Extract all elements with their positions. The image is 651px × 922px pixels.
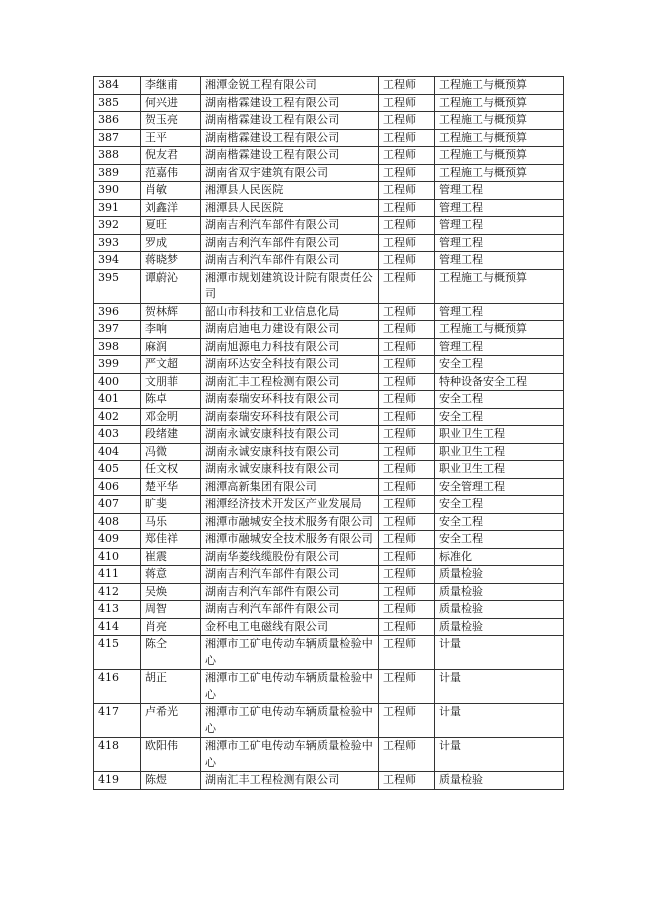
person-name-cell: 旷斐 xyxy=(141,496,201,514)
row-number-cell: 410 xyxy=(94,548,141,566)
specialty-cell: 工程施工与概预算 xyxy=(435,112,564,130)
job-title-cell: 工程师 xyxy=(379,408,435,426)
table-row xyxy=(94,94,564,112)
table-row xyxy=(94,129,564,147)
table-row xyxy=(94,531,564,549)
row-number-cell: 417 xyxy=(94,704,141,738)
row-number-cell: 416 xyxy=(94,670,141,704)
job-title-cell: 工程师 xyxy=(379,636,435,670)
table-row xyxy=(94,772,564,790)
specialty-cell: 工程施工与概预算 xyxy=(435,94,564,112)
person-name-cell: 范嘉伟 xyxy=(141,164,201,182)
job-title-cell: 工程师 xyxy=(379,234,435,252)
person-name-cell: 罗成 xyxy=(141,234,201,252)
table-row xyxy=(94,636,564,670)
table-row xyxy=(94,548,564,566)
organization-cell: 湘潭金锐工程有限公司 xyxy=(201,77,379,95)
organization-cell: 湖南吉利汽车部件有限公司 xyxy=(201,601,379,619)
row-number-cell: 403 xyxy=(94,426,141,444)
job-title-cell: 工程师 xyxy=(379,269,435,303)
row-number-cell: 418 xyxy=(94,738,141,772)
row-number-cell: 398 xyxy=(94,338,141,356)
job-title-cell: 工程师 xyxy=(379,94,435,112)
table-row xyxy=(94,252,564,270)
row-number-cell: 384 xyxy=(94,77,141,95)
specialty-cell: 安全工程 xyxy=(435,356,564,374)
row-number-cell: 404 xyxy=(94,443,141,461)
table-row xyxy=(94,182,564,200)
specialty-cell: 质量检验 xyxy=(435,772,564,790)
table-row xyxy=(94,408,564,426)
organization-cell: 湖南泰瑞安环科技有限公司 xyxy=(201,391,379,409)
table-row xyxy=(94,738,564,772)
table-row xyxy=(94,338,564,356)
row-number-cell: 392 xyxy=(94,217,141,235)
person-name-cell: 李响 xyxy=(141,321,201,339)
person-name-cell: 何兴进 xyxy=(141,94,201,112)
specialty-cell: 职业卫生工程 xyxy=(435,443,564,461)
job-title-cell: 工程师 xyxy=(379,199,435,217)
organization-cell: 湖南楷霖建设工程有限公司 xyxy=(201,94,379,112)
job-title-cell: 工程师 xyxy=(379,670,435,704)
job-title-cell: 工程师 xyxy=(379,618,435,636)
specialty-cell: 特种设备安全工程 xyxy=(435,373,564,391)
table-row xyxy=(94,321,564,339)
specialty-cell: 安全工程 xyxy=(435,513,564,531)
person-name-cell: 楚平华 xyxy=(141,478,201,496)
specialty-cell: 质量检验 xyxy=(435,601,564,619)
job-title-cell: 工程师 xyxy=(379,252,435,270)
specialty-cell: 管理工程 xyxy=(435,252,564,270)
person-name-cell: 胡正 xyxy=(141,670,201,704)
roster-body xyxy=(94,77,564,790)
table-row xyxy=(94,303,564,321)
specialty-cell: 安全工程 xyxy=(435,496,564,514)
organization-cell: 湘潭县人民医院 xyxy=(201,182,379,200)
table-row xyxy=(94,356,564,374)
organization-cell: 湖南永诚安康科技有限公司 xyxy=(201,426,379,444)
specialty-cell: 质量检验 xyxy=(435,618,564,636)
specialty-cell: 计量 xyxy=(435,636,564,670)
job-title-cell: 工程师 xyxy=(379,738,435,772)
job-title-cell: 工程师 xyxy=(379,566,435,584)
person-name-cell: 严文超 xyxy=(141,356,201,374)
row-number-cell: 395 xyxy=(94,269,141,303)
roster-table xyxy=(93,76,564,790)
person-name-cell: 崔震 xyxy=(141,548,201,566)
specialty-cell: 计量 xyxy=(435,738,564,772)
row-number-cell: 411 xyxy=(94,566,141,584)
specialty-cell: 工程施工与概预算 xyxy=(435,164,564,182)
specialty-cell: 质量检验 xyxy=(435,566,564,584)
job-title-cell: 工程师 xyxy=(379,217,435,235)
person-name-cell: 蒋晓梦 xyxy=(141,252,201,270)
job-title-cell: 工程师 xyxy=(379,704,435,738)
person-name-cell: 倪友君 xyxy=(141,147,201,165)
table-row xyxy=(94,618,564,636)
organization-cell: 湘潭市工矿电传动车辆质量检验中心 xyxy=(201,670,379,704)
job-title-cell: 工程师 xyxy=(379,548,435,566)
row-number-cell: 397 xyxy=(94,321,141,339)
organization-cell: 湖南汇丰工程检测有限公司 xyxy=(201,772,379,790)
person-name-cell: 卢希光 xyxy=(141,704,201,738)
organization-cell: 湖南启迪电力建设有限公司 xyxy=(201,321,379,339)
organization-cell: 湖南吉利汽车部件有限公司 xyxy=(201,234,379,252)
row-number-cell: 415 xyxy=(94,636,141,670)
job-title-cell: 工程师 xyxy=(379,338,435,356)
job-title-cell: 工程师 xyxy=(379,772,435,790)
person-name-cell: 邓金明 xyxy=(141,408,201,426)
organization-cell: 湖南永诚安康科技有限公司 xyxy=(201,461,379,479)
row-number-cell: 390 xyxy=(94,182,141,200)
person-name-cell: 肖敏 xyxy=(141,182,201,200)
job-title-cell: 工程师 xyxy=(379,321,435,339)
organization-cell: 湖南汇丰工程检测有限公司 xyxy=(201,373,379,391)
specialty-cell: 安全工程 xyxy=(435,391,564,409)
job-title-cell: 工程师 xyxy=(379,303,435,321)
specialty-cell: 职业卫生工程 xyxy=(435,461,564,479)
table-row xyxy=(94,217,564,235)
row-number-cell: 394 xyxy=(94,252,141,270)
person-name-cell: 吴焕 xyxy=(141,583,201,601)
organization-cell: 韶山市科技和工业信息化局 xyxy=(201,303,379,321)
row-number-cell: 409 xyxy=(94,531,141,549)
table-row xyxy=(94,583,564,601)
row-number-cell: 393 xyxy=(94,234,141,252)
specialty-cell: 计量 xyxy=(435,704,564,738)
row-number-cell: 385 xyxy=(94,94,141,112)
specialty-cell: 管理工程 xyxy=(435,303,564,321)
job-title-cell: 工程师 xyxy=(379,426,435,444)
person-name-cell: 任文权 xyxy=(141,461,201,479)
table-row xyxy=(94,77,564,95)
row-number-cell: 419 xyxy=(94,772,141,790)
organization-cell: 湖南吉利汽车部件有限公司 xyxy=(201,252,379,270)
person-name-cell: 马乐 xyxy=(141,513,201,531)
organization-cell: 湖南泰瑞安环科技有限公司 xyxy=(201,408,379,426)
table-row xyxy=(94,496,564,514)
specialty-cell: 安全工程 xyxy=(435,408,564,426)
organization-cell: 湘潭市融城安全技术服务有限公司 xyxy=(201,531,379,549)
person-name-cell: 刘鑫洋 xyxy=(141,199,201,217)
organization-cell: 湖南楷霖建设工程有限公司 xyxy=(201,147,379,165)
row-number-cell: 412 xyxy=(94,583,141,601)
job-title-cell: 工程师 xyxy=(379,478,435,496)
person-name-cell: 郑佳祥 xyxy=(141,531,201,549)
row-number-cell: 402 xyxy=(94,408,141,426)
job-title-cell: 工程师 xyxy=(379,182,435,200)
table-row xyxy=(94,373,564,391)
specialty-cell: 标准化 xyxy=(435,548,564,566)
specialty-cell: 质量检验 xyxy=(435,583,564,601)
table-row xyxy=(94,566,564,584)
specialty-cell: 计量 xyxy=(435,670,564,704)
table-row xyxy=(94,164,564,182)
person-name-cell: 谭蔚沁 xyxy=(141,269,201,303)
person-name-cell: 李继甫 xyxy=(141,77,201,95)
row-number-cell: 401 xyxy=(94,391,141,409)
person-name-cell: 贺玉亮 xyxy=(141,112,201,130)
specialty-cell: 管理工程 xyxy=(435,234,564,252)
job-title-cell: 工程师 xyxy=(379,583,435,601)
table-row xyxy=(94,461,564,479)
row-number-cell: 408 xyxy=(94,513,141,531)
specialty-cell: 管理工程 xyxy=(435,338,564,356)
job-title-cell: 工程师 xyxy=(379,164,435,182)
job-title-cell: 工程师 xyxy=(379,443,435,461)
specialty-cell: 工程施工与概预算 xyxy=(435,321,564,339)
table-row xyxy=(94,234,564,252)
row-number-cell: 407 xyxy=(94,496,141,514)
organization-cell: 湖南吉利汽车部件有限公司 xyxy=(201,217,379,235)
specialty-cell: 管理工程 xyxy=(435,217,564,235)
organization-cell: 湖南华菱线缆股份有限公司 xyxy=(201,548,379,566)
table-row xyxy=(94,199,564,217)
organization-cell: 金杯电工电磁线有限公司 xyxy=(201,618,379,636)
row-number-cell: 387 xyxy=(94,129,141,147)
organization-cell: 湖南吉利汽车部件有限公司 xyxy=(201,583,379,601)
specialty-cell: 安全工程 xyxy=(435,531,564,549)
person-name-cell: 麻润 xyxy=(141,338,201,356)
job-title-cell: 工程师 xyxy=(379,601,435,619)
table-row xyxy=(94,601,564,619)
table-row xyxy=(94,443,564,461)
row-number-cell: 406 xyxy=(94,478,141,496)
person-name-cell: 陈卓 xyxy=(141,391,201,409)
job-title-cell: 工程师 xyxy=(379,496,435,514)
specialty-cell: 管理工程 xyxy=(435,182,564,200)
table-row xyxy=(94,147,564,165)
row-number-cell: 414 xyxy=(94,618,141,636)
table-row xyxy=(94,670,564,704)
row-number-cell: 400 xyxy=(94,373,141,391)
row-number-cell: 413 xyxy=(94,601,141,619)
person-name-cell: 王平 xyxy=(141,129,201,147)
organization-cell: 湖南楷霖建设工程有限公司 xyxy=(201,112,379,130)
organization-cell: 湖南环达安全科技有限公司 xyxy=(201,356,379,374)
organization-cell: 湖南省双宇建筑有限公司 xyxy=(201,164,379,182)
table-row xyxy=(94,112,564,130)
job-title-cell: 工程师 xyxy=(379,461,435,479)
specialty-cell: 安全管理工程 xyxy=(435,478,564,496)
person-name-cell: 贺林辉 xyxy=(141,303,201,321)
organization-cell: 湘潭高新集团有限公司 xyxy=(201,478,379,496)
person-name-cell: 周智 xyxy=(141,601,201,619)
person-name-cell: 冯微 xyxy=(141,443,201,461)
person-name-cell: 文朋菲 xyxy=(141,373,201,391)
specialty-cell: 工程施工与概预算 xyxy=(435,147,564,165)
row-number-cell: 386 xyxy=(94,112,141,130)
organization-cell: 湘潭经济技术开发区产业发展局 xyxy=(201,496,379,514)
organization-cell: 湘潭市规划建筑设计院有限责任公司 xyxy=(201,269,379,303)
specialty-cell: 职业卫生工程 xyxy=(435,426,564,444)
organization-cell: 湘潭市工矿电传动车辆质量检验中心 xyxy=(201,636,379,670)
specialty-cell: 工程施工与概预算 xyxy=(435,77,564,95)
person-name-cell: 欧阳伟 xyxy=(141,738,201,772)
specialty-cell: 工程施工与概预算 xyxy=(435,269,564,303)
table-row xyxy=(94,513,564,531)
job-title-cell: 工程师 xyxy=(379,112,435,130)
row-number-cell: 388 xyxy=(94,147,141,165)
job-title-cell: 工程师 xyxy=(379,531,435,549)
organization-cell: 湖南旭源电力科技有限公司 xyxy=(201,338,379,356)
row-number-cell: 391 xyxy=(94,199,141,217)
organization-cell: 湘潭市融城安全技术服务有限公司 xyxy=(201,513,379,531)
table-row xyxy=(94,704,564,738)
table-row xyxy=(94,391,564,409)
specialty-cell: 工程施工与概预算 xyxy=(435,129,564,147)
person-name-cell: 陈煜 xyxy=(141,772,201,790)
row-number-cell: 399 xyxy=(94,356,141,374)
organization-cell: 湘潭市工矿电传动车辆质量检验中心 xyxy=(201,738,379,772)
organization-cell: 湘潭县人民医院 xyxy=(201,199,379,217)
specialty-cell: 管理工程 xyxy=(435,199,564,217)
job-title-cell: 工程师 xyxy=(379,77,435,95)
job-title-cell: 工程师 xyxy=(379,147,435,165)
organization-cell: 湖南永诚安康科技有限公司 xyxy=(201,443,379,461)
row-number-cell: 389 xyxy=(94,164,141,182)
table-row xyxy=(94,269,564,303)
person-name-cell: 陈仝 xyxy=(141,636,201,670)
person-name-cell: 蒋意 xyxy=(141,566,201,584)
job-title-cell: 工程师 xyxy=(379,129,435,147)
organization-cell: 湖南楷霖建设工程有限公司 xyxy=(201,129,379,147)
person-name-cell: 夏旺 xyxy=(141,217,201,235)
table-row xyxy=(94,426,564,444)
person-name-cell: 段绪建 xyxy=(141,426,201,444)
row-number-cell: 396 xyxy=(94,303,141,321)
job-title-cell: 工程师 xyxy=(379,373,435,391)
job-title-cell: 工程师 xyxy=(379,391,435,409)
organization-cell: 湖南吉利汽车部件有限公司 xyxy=(201,566,379,584)
job-title-cell: 工程师 xyxy=(379,513,435,531)
person-name-cell: 肖亮 xyxy=(141,618,201,636)
organization-cell: 湘潭市工矿电传动车辆质量检验中心 xyxy=(201,704,379,738)
table-row xyxy=(94,478,564,496)
job-title-cell: 工程师 xyxy=(379,356,435,374)
row-number-cell: 405 xyxy=(94,461,141,479)
